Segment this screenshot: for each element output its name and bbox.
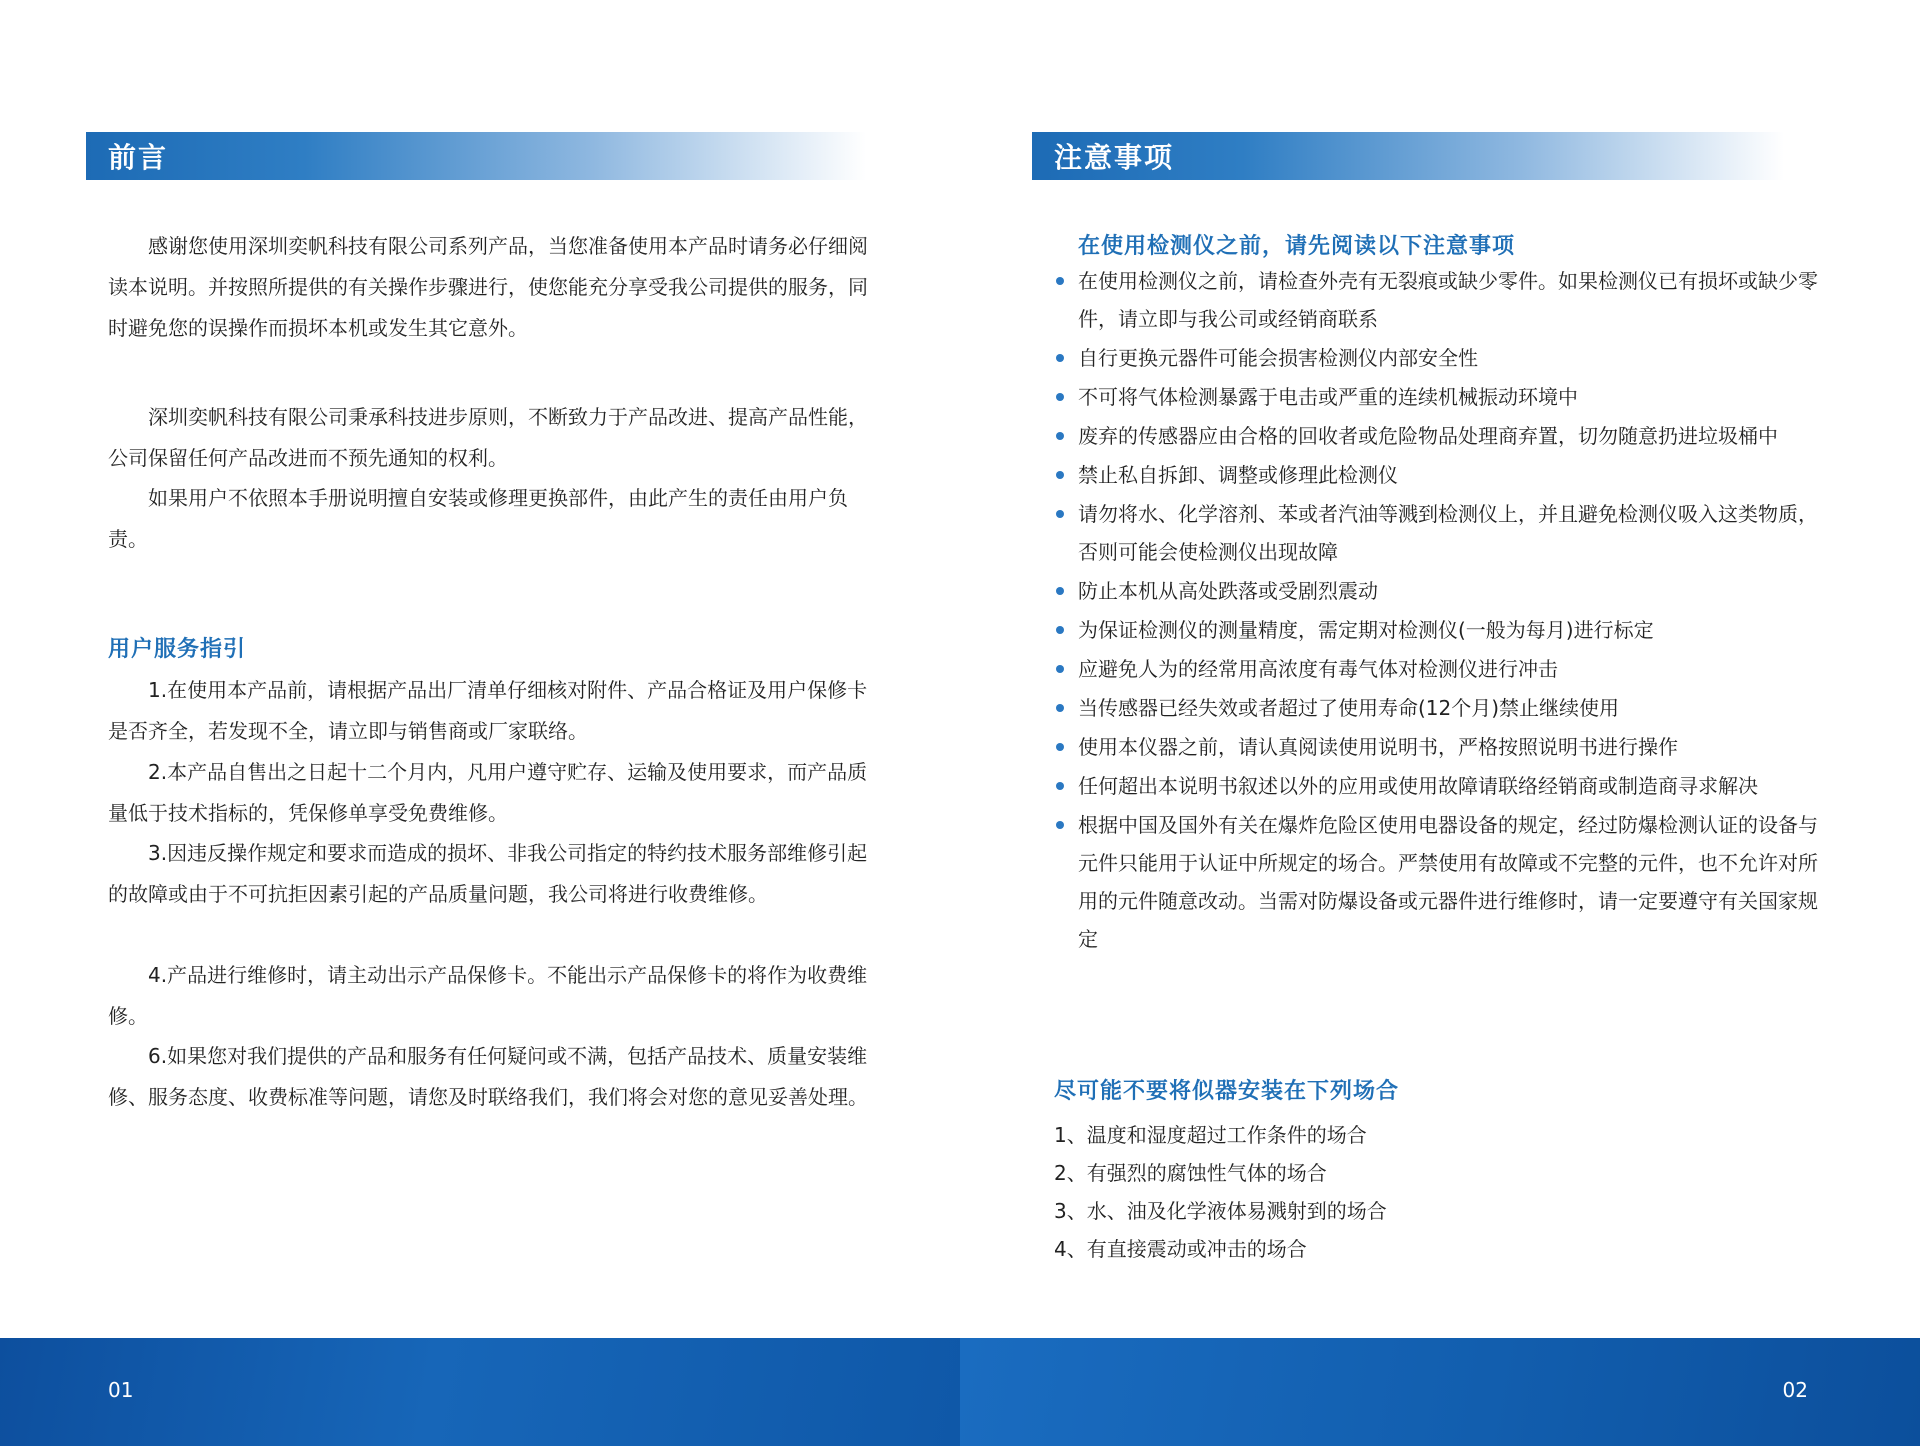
bullet-dot-icon	[1056, 782, 1064, 790]
list-item-text: 请勿将水、化学溶剂、苯或者汽油等溅到检测仪上，并且避免检测仪吸入这类物质，否则可能会使检测仪出现故障	[1078, 502, 1818, 564]
list-item	[1052, 339, 1832, 377]
bullet-dot-icon	[1056, 626, 1064, 634]
service-item: 2.本产品自售出之日起十二个月内，凡用户遵守贮存、运输及使用要求，而产品质量低于技术指标的，凭保修单享受免费维修。	[108, 760, 868, 825]
list-item-text: 自行更换元器件可能会损害检测仪内部安全性	[1078, 346, 1478, 370]
list-item-text: 任何超出本说明书叙述以外的应用或使用故障请联络经销商或制造商寻求解决	[1078, 774, 1758, 798]
list-item-text: 使用本仪器之前，请认真阅读使用说明书，严格按照说明书进行操作	[1078, 735, 1678, 759]
list-item	[1052, 378, 1832, 416]
list-item-text: 应避免人为的经常用高浓度有毒气体对检测仪进行冲击	[1078, 657, 1558, 681]
list-item	[1052, 456, 1832, 494]
page-title: 注意事项	[1054, 141, 1175, 174]
places-heading: 尽可能不要将似器安装在下列场合	[1054, 1079, 1400, 1104]
list-item-text: 为保证检测仪的测量精度，需定期对检测仪(一般为每月)进行标定	[1078, 618, 1654, 642]
list-item: 3、水、油及化学液体易溅射到的场合	[1054, 1199, 1387, 1223]
intro-paragraph: 感谢您使用深圳奕帆科技有限公司系列产品，当您准备使用本产品时请务必仔细阅读本说明。并按照所提供的有关操作步骤进行，使您能充分享受我公司提供的服务，同时避免您的误操作而损坏本机或发生其它意外。	[108, 234, 868, 340]
bullet-dot-icon	[1056, 393, 1064, 401]
service-item: 4.产品进行维修时，请主动出示产品保修卡。不能出示产品保修卡的将作为收费维修。	[108, 963, 868, 1028]
list-item-text: 防止本机从高处跌落或受剧烈震动	[1078, 579, 1378, 603]
list-item	[1052, 495, 1832, 571]
list-item	[1052, 611, 1832, 649]
bullet-dot-icon	[1056, 704, 1064, 712]
bullet-dot-icon	[1056, 277, 1064, 285]
notice-list	[1052, 262, 1832, 959]
list-item	[1052, 572, 1832, 610]
service-item: 3.因违反操作规定和要求而造成的损坏、非我公司指定的特约技术服务部维修引起的故障或由于不可抗拒因素引起的产品质量问题，我公司将进行收费维修。	[108, 841, 868, 906]
list-item-text: 在使用检测仪之前，请检查外壳有无裂痕或缺少零件。如果检测仪已有损坏或缺少零件，请立即与我公司或经销商联系	[1078, 269, 1818, 331]
bullet-dot-icon	[1056, 587, 1064, 595]
bullet-dot-icon	[1056, 510, 1064, 518]
footer-band	[960, 1338, 1920, 1446]
list-item-text: 不可将气体检测暴露于电击或严重的连续机械振动环境中	[1078, 385, 1578, 409]
list-item: 2、有强烈的腐蚀性气体的场合	[1054, 1161, 1327, 1185]
list-item-text: 禁止私自拆卸、调整或修理此检测仪	[1078, 463, 1398, 487]
bullet-dot-icon	[1056, 432, 1064, 440]
list-item-text: 废弃的传感器应由合格的回收者或危险物品处理商弃置，切勿随意扔进垃圾桶中	[1078, 424, 1778, 448]
section-header-preface	[86, 132, 866, 180]
service-item: 6.如果您对我们提供的产品和服务有任何疑问或不满，包括产品技术、质量安装维修、服务态度、收费标准等问题，请您及时联络我们，我们将会对您的意见妥善处理。	[108, 1044, 868, 1109]
list-item	[1052, 262, 1832, 338]
list-item	[1052, 806, 1832, 958]
bullet-dot-icon	[1056, 821, 1064, 829]
places-list	[1054, 1116, 1814, 1268]
bullet-dot-icon	[1056, 354, 1064, 362]
list-item-text: 根据中国及国外有关在爆炸危险区使用电器设备的规定，经过防爆检测认证的设备与元件只能用于认证中所规定的场合。严禁使用有故障或不完整的元件，也不允许对所用的元件随意改动。当需对防爆设备或元器件进行维修时，请一定要遵守有关国家规定	[1078, 813, 1818, 951]
list-item	[1052, 650, 1832, 688]
intro-paragraph: 如果用户不依照本手册说明擅自安装或修理更换部件，由此产生的责任由用户负责。	[108, 486, 848, 551]
list-item-text: 当传感器已经失效或者超过了使用寿命(12个月)禁止继续使用	[1078, 696, 1620, 720]
list-item	[1052, 417, 1832, 455]
bullet-dot-icon	[1056, 471, 1064, 479]
bullet-dot-icon	[1056, 743, 1064, 751]
bullet-dot-icon	[1056, 665, 1064, 673]
service-item: 1.在使用本产品前，请根据产品出厂清单仔细核对附件、产品合格证及用户保修卡是否齐全，若发现不全，请立即与销售商或厂家联络。	[108, 678, 868, 743]
intro-paragraph: 深圳奕帆科技有限公司秉承科技进步原则，不断致力于产品改进、提高产品性能，公司保留任何产品改进而不预先通知的权利。	[108, 405, 868, 470]
page-title: 前言	[108, 141, 169, 174]
right-page	[960, 0, 1920, 1446]
page-number: 02	[1782, 1378, 1808, 1402]
page-number: 01	[108, 1378, 134, 1402]
notice-heading: 在使用检测仪之前，请先阅读以下注意事项	[1078, 234, 1516, 259]
list-item	[1052, 728, 1832, 766]
list-item	[1052, 689, 1832, 727]
footer-band	[0, 1338, 960, 1446]
list-item	[1052, 767, 1832, 805]
service-guide-heading: 用户服务指引	[108, 637, 247, 662]
section-header-precautions	[1032, 132, 1784, 180]
list-item: 4、有直接震动或冲击的场合	[1054, 1237, 1307, 1261]
list-item: 1、温度和湿度超过工作条件的场合	[1054, 1123, 1367, 1147]
